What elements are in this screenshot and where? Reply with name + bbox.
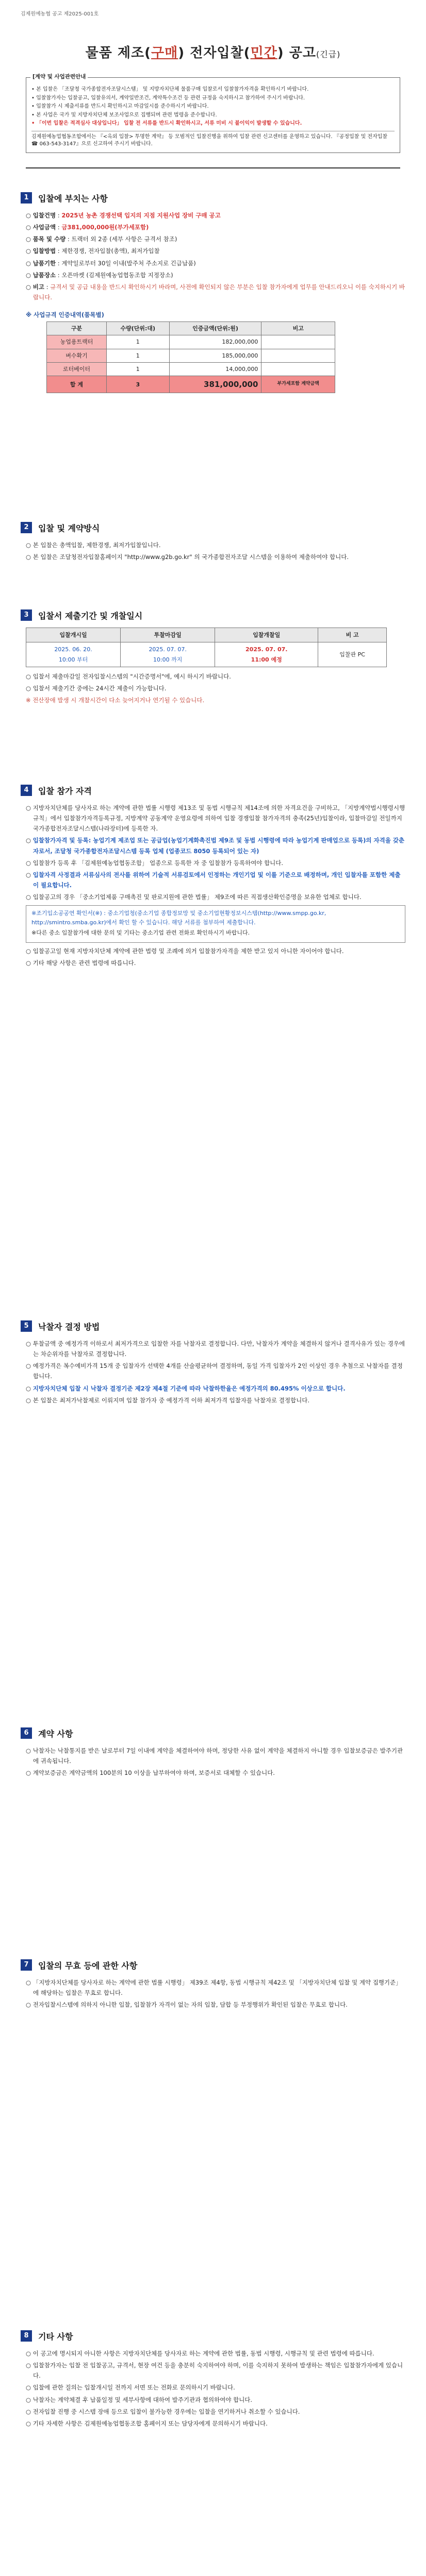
table-header: 비 고	[318, 628, 387, 642]
item-value: 오픈마켓 (김제원예농업협동조합 지정장소)	[61, 271, 173, 279]
schedule-table	[26, 628, 387, 667]
title-prefix: 물품 제조	[85, 45, 145, 61]
item-value: 2025년 농촌 경쟁선택 입지의 지점 지원사업 장비 구매 공고	[61, 212, 221, 219]
notice-line: • 입찰참가 시 제출서류를 반드시 확인하시고 마감일시를 준수하시기 바랍니다.	[31, 104, 209, 109]
link-box-line: ※다른 중소 입찰참가에 대한 문의 및 기타는 중소기업 관련 전화로 확인하시기 바랍니다.	[31, 929, 250, 937]
item-label: 입찰건명	[32, 212, 56, 219]
section-number: 1	[21, 192, 32, 204]
section-paragraph: 이 공고에 명시되지 아니한 사항은 지방자치단체를 당사자로 하는 계약에 관한 법률, 동법 시행령, 시행규칙 및 관련 법령에 따릅니다.	[32, 2350, 374, 2357]
page-title: 물품 제조(구매) 전자입찰(민간) 공고(긴급)	[85, 45, 341, 61]
item-value: 규격서 및 공급 내용을 반드시 확인하시기 바라며, 사전에 확인되지 않은 부분은 입찰 참가자에게 업무를 안내드리오니 이를 숙지하시기 바랍니다.	[33, 283, 405, 301]
section-paragraph: 투찰금액 중 예정가격 이하로서 최저가격으로 입찰한 자를 낙찰자로 결정합니다. 다만, 낙찰자가 계약을 체결하지 않거나 결격사유가 있는 경우에는 차순위자를 낙찰자로 결정합니다.	[32, 1340, 405, 1358]
notice-emphasis: • 「이번 입찰은 적격심사 대상입니다」 입찰 전 서류를 반드시 확인하시고, 서류 미비 시 불이익이 발생할 수 있습니다.	[31, 121, 302, 126]
section-title: 입찰에 부치는 사항	[38, 193, 108, 204]
section-item: 본 입찰은 조달청전자입찰홈페이지 "http://www.g2b.go.kr" 의 국가종합전자조달 시스템을 이용하여 제출하여야 합니다.	[32, 553, 349, 561]
table-header: 입찰개시일	[26, 628, 121, 642]
notice-line: • 본 입찰은 「조달청 국가종합전자조달시스템」 및 지방자치단체 물품구매 입찰로서 입찰참가자격을 확인하시기 바랍니다.	[31, 87, 309, 92]
section-note: 입찰서 제출기간 중에는 24시간 제출이 가능합니다.	[32, 684, 167, 692]
section-4: 4 입찰 참가 자격 ○ 지방자치단체를 당사자로 하는 계약에 관한 법률 시행령 제13조 및 동법 시행규칙 제14조에 의한 자격요건을 구비하고, 「지방계약법시행령시행규칙」에서 입찰참가자격등록규정, 지방계약 공동계약 운영요령에 의하여 입찰 경쟁입찰 참가자격의 충족(25년)입찰이라, 입찰마감일 전일까지 국가종합전자조달시스템(나라장터)에 등록한 자. ○ 입찰참가자격 및 등록: 농업기계 제조업 또는 공급업(농업기계화촉진법 제9조 및 동법 시행령에 따라 농업기계 판매업으로 등록)의 자격을 갖춘 자로서, 조달청 국가종합전자조달시스템 등록 업체 (업종코드 8050 등록되어 있는 자) ○ 입찰참가 등록 후 「김제원예농업협동조합」 업종으로 등록한 자 중 입찰참가 등록하여야 합니다. ○ 입찰자격 사정결과 서류심사의 전사를 위하여 기술적 서류검토에서 인정하는 개인기업 및 이를 기준으로 배정하며, 개인 입찰자를 포함한 제출이 필요합니다. ○ 입찰공고의 경우 「중소기업제품 구매촉진 및 판로지원에 관한 법률」 제9조에 따른 직접생산확인증명을 보유한 업체로 합니다. ※조기입소공공연 확인서(※) : 중소기업청(중소기업 종합정보망 및 중소기업현황정보시스템(http://www.smpp.go.kr, http://smintro.smba.go.kr)에서 확인 할 수 있습니다. 해당 서류를 첨부하여 제출합니다. ※다른 중소 입찰참가에 대한 문의 및 기타는 중소기업 관련 전화로 확인하시기 바랍니다. ○ 입찰공고일 현재 지방자치단체 계약에 관한 법령 및 조례에 의거 입찰참가자격을 제한 받고 있지 아니한 자이어야 합니다. ○ 기타 해당 사항은 관련 법령에 따릅니다.	[21, 783, 405, 970]
row-amount: 182,000,000	[169, 335, 261, 349]
table-row	[47, 335, 335, 349]
table-row	[26, 642, 387, 667]
total-note: 부가세포함 계약금액	[261, 376, 335, 393]
section-number: 2	[21, 522, 32, 533]
item-label: 품목 및 수량	[32, 235, 66, 243]
row-name: 로터베이터	[47, 362, 107, 376]
section-number: 7	[21, 1959, 32, 1971]
schedule-start: 2025. 06. 20. 10:00 부터	[26, 642, 121, 667]
item-label: 납품기한	[32, 259, 56, 267]
item-label: 비고	[32, 283, 44, 291]
divider	[26, 167, 400, 168]
section-paragraph: 입찰참가 등록 후 「김제원예농업협동조합」 업종으로 등록한 자 중 입찰참가 등록하여야 합니다.	[32, 859, 284, 867]
title-middle: 전자입찰	[190, 45, 244, 61]
table-header: 입찰개찰일	[215, 628, 318, 642]
section-note: 입찰서 제출마감일 전자입찰시스템의 "시간증명서"에, 예시 하시기 바랍니다.	[32, 672, 231, 680]
schedule-opening: 2025. 07. 07. 11:00 예정	[215, 642, 318, 667]
link-box-line[interactable]: ※조기입소공공연 확인서(※) : 중소기업청(중소기업 종합정보망 및 중소기업현황정보시스템(http://www.smpp.go.kr, http://smintro.smba.go.kr)에서 확인 할 수 있습니다. 해당 서류를 첨부하여 제출합니다.	[31, 910, 326, 926]
section-title: 낙찰자 결정 방법	[38, 1321, 100, 1332]
section-3: 3 입찰서 제출기간 및 개찰일시 입찰개시일 투찰마감일 입찰개찰일 비 고 2025. 06. 20. 10:00 부터 2025. 07. 07. 10:00 까지 2025. 07. 07. 11:00 예정 입찰관 PC ○ 입찰서 제출마감일 전자입찰시스템의 "시간증명서"에, 예시 하시기 바랍니다. ○ 입찰서 제출기간 중에는 24시간 제출이 가능합니다. ※ 전산장애 발생 시 개찰시간이 다소 늦어지거나 연기될 수 있습니다.	[21, 608, 405, 707]
title-suffix: 공고	[289, 45, 316, 61]
section-paragraph: 입찰참가자는 입찰 전 입찰공고, 규격서, 현장 여건 등을 충분히 숙지하여야 하며, 이를 숙지하지 못하여 발생하는 책임은 입찰참가자에게 있습니다.	[32, 2362, 403, 2380]
row-note	[261, 362, 335, 376]
section-8: 8 기타 사항 ○ 이 공고에 명시되지 아니한 사항은 지방자치단체를 당사자로 하는 계약에 관한 법률, 동법 시행령, 시행규칙 및 관련 법령에 따릅니다. ○ 입찰참가자는 입찰 전 입찰공고, 규격서, 현장 여건 등을 충분히 숙지하여야 하며, 이를 숙지하지 못하여 발생하는 책임은 입찰참가자에게 있습니다. ○ 입찰에 관한 질의는 입찰개시일 전까지 서면 또는 전화로 문의하시기 바랍니다. ○ 낙찰자는 계약체결 후 납품일정 및 세부사항에 대하여 발주기관과 협의하여야 합니다. ○ 전자입찰 진행 중 시스템 장애 등으로 입찰이 불가능한 경우에는 입찰을 연기하거나 취소할 수 있습니다. ○ 기타 자세한 사항은 김제원예농업협동조합 홈페이지 또는 담당자에게 문의하시기 바랍니다.	[21, 2329, 405, 2430]
section-title: 기타 사항	[38, 2331, 73, 2342]
link-box	[26, 905, 405, 943]
notice-line: • 입찰참가자는 입찰공고, 입찰유의서, 계약일반조건, 계약특수조건 등 관련 규정을 숙지하시고 참가하여 주시기 바랍니다.	[31, 95, 305, 101]
section-1-header	[21, 191, 405, 205]
section-paragraph: 입찰참가자격 및 등록: 농업기계 제조업 또는 공급업(농업기계화촉진법 제9조 및 동법 시행령에 따라 농업기계 판매업으로 등록)의 자격을 갖춘 자로서, 조달청 국가종합전자조달시스템 등록 업체 (업종코드 8050 등록되어 있는 자)	[32, 837, 405, 855]
total-qty: 3	[106, 376, 169, 393]
notice-line: • 본 사업은 국가 및 지방자치단체 보조사업으로 집행되며 관련 법령을 준수합니다.	[31, 112, 217, 118]
total-name: 합 계	[47, 376, 107, 393]
section-paragraph: 계약보증금은 계약금액의 100분의 10 이상을 납부하여야 하며, 보증서로 대체할 수 있습니다.	[32, 1769, 275, 1777]
amount-table	[46, 321, 335, 393]
item-value: 금381,000,000원(부가세포함)	[61, 224, 149, 231]
table-header: 인증금액(단위:원)	[169, 322, 261, 335]
row-note	[261, 349, 335, 362]
table-caption: ※ 사업규격 인증내역(품목별)	[26, 311, 104, 318]
section-number: 8	[21, 2330, 32, 2342]
section-paragraph: 낙찰자는 낙찰통지를 받은 날로부터 7일 이내에 계약을 체결하여야 하며, 정당한 사유 없이 계약을 체결하지 아니할 경우 입찰보증금은 발주기관에 귀속됩니다.	[32, 1747, 403, 1765]
row-qty: 1	[106, 349, 169, 362]
title-kind1: 구매	[151, 45, 178, 61]
notice-box	[26, 74, 400, 153]
section-paragraph: 입찰자격 사정결과 서류심사의 전사를 위하여 기술적 서류검토에서 인정하는 개인기업 및 이를 기준으로 배정하며, 개인 입찰자를 포함한 제출이 필요합니다.	[32, 871, 401, 889]
header-note: 김제원예농협 공고 제2025-001호	[21, 11, 99, 17]
section-number: 3	[21, 609, 32, 621]
section-paragraph: 지방자치단체 입찰 시 낙찰자 결정기준 제2장 제4절 기준에 따라 낙찰하한율은 예정가격의 80.495% 이상으로 합니다.	[32, 1384, 346, 1392]
schedule-note: 입찰관 PC	[318, 642, 387, 667]
section-number: 4	[21, 785, 32, 796]
section-paragraph: 입찰에 관한 질의는 입찰개시일 전까지 서면 또는 전화로 문의하시기 바랍니다.	[32, 2384, 235, 2392]
table-header: 구분	[47, 322, 107, 335]
section-paragraph: 예정가격은 복수예비가격 15개 중 입찰자가 선택한 4개를 산술평균하여 결정하며, 동일 가격 입찰자가 2인 이상인 경우 추첨으로 낙찰자를 결정합니다.	[32, 1362, 403, 1380]
section-paragraph: 입찰공고의 경우 「중소기업제품 구매촉진 및 판로지원에 관한 법률」 제9조에 따른 직접생산확인증명을 보유한 업체로 합니다.	[32, 893, 362, 901]
table-row	[47, 362, 335, 376]
title-kind2: 민간	[250, 45, 277, 61]
item-value: 제한경쟁, 전자입찰(총액), 최저가입찰	[61, 247, 160, 255]
section-5: 5 낙찰자 결정 방법 ○ 투찰금액 중 예정가격 이하로서 최저가격으로 입찰한 자를 낙찰자로 결정합니다. 다만, 낙찰자가 계약을 체결하지 않거나 결격사유가 있는 경우에는 차순위자를 낙찰자로 결정합니다. ○ 예정가격은 복수예비가격 15개 중 입찰자가 선택한 4개를 산술평균하여 결정하며, 동일 가격 입찰자가 2인 이상인 경우 추첨으로 낙찰자를 결정합니다. ○ 지방자치단체 입찰 시 낙찰자 결정기준 제2장 제4절 기준에 따라 낙찰하한율은 예정가격의 80.495% 이상으로 합니다. ○ 본 입찰은 최저가낙찰제로 이뤄지며 입찰 참가자 중 예정가격 이하 최저가격 입찰자를 낙찰자로 결정합니다.	[21, 1319, 405, 1407]
section-7: 7 입찰의 무효 등에 관한 사항 ○ 「지방자치단체를 당사자로 하는 계약에 관한 법률 시행령」 제39조 제4항, 동법 시행규칙 제42조 및 「지방자치단체 입찰 및 계약 집행기준」에 해당하는 입찰은 무효로 합니다. ○ 전자입찰시스템에 의하지 아니한 입찰, 입찰참가 자격이 없는 자의 입찰, 담합 등 부정행위가 확인된 입찰은 무효로 합니다.	[21, 1958, 405, 2011]
section-1: 1 입찰에 부치는 사항 ○ 입찰건명 : 2025년 농촌 경쟁선택 입지의 지점 지원사업 장비 구매 공고 ○ 사업금액 : 금381,000,000원(부가세포함) ○ 품목 및 수량 : 트랙터 외 2종 (세부 사항은 규격서 참조) ○ 입찰방법 : 제한경쟁, 전자입찰(총액), 최저가입찰 ○ 납품기한 : 계약일로부터 30일 이내(발주처 주소지로 긴급납품) ○ 납품장소 : 오픈마켓 (김제원예농업협동조합 지정장소) ○ 비고 : 규격서 및 공급 내용을 반드시 확인하시기 바라며, 사전에 확인되지 않은 부분은 입찰 참가자에게 업무를 안내드리오니 이를 숙지하시기 바랍니다. ※ 사업규격 인증내역(품목별) 구분 수량(단위:대) 인증금액(단위:원) 비고 농업용트랙터 1 182,000,000 벼수확기 1 185,000,000 로터베이터 1 14,000,000 합 계 3 381,000,000 부가세포함 계약금액	[21, 191, 405, 393]
table-header: 투찰마감일	[121, 628, 215, 642]
section-note: ※ 전산장애 발생 시 개찰시간이 다소 늦어지거나 연기될 수 있습니다.	[26, 697, 205, 704]
item-label: 사업금액	[32, 224, 56, 231]
notice-caption: [계약 및 사업관련안내	[30, 73, 88, 81]
section-paragraph: 기타 해당 사항은 관련 법령에 따릅니다.	[32, 959, 136, 967]
row-amount: 14,000,000	[169, 362, 261, 376]
section-title: 계약 사항	[38, 1728, 73, 1739]
row-name: 농업용트랙터	[47, 335, 107, 349]
total-amount: 381,000,000	[169, 376, 261, 393]
title-tag: (긴급)	[316, 49, 341, 59]
item-label: 입찰방법	[32, 247, 56, 255]
item-value: 트랙터 외 2종 (세부 사항은 규격서 참조)	[71, 235, 177, 243]
section-paragraph: 입찰공고일 현재 지방자치단체 계약에 관한 법령 및 조례에 의거 입찰참가자격을 제한 받고 있지 아니한 자이어야 합니다.	[32, 947, 344, 955]
section-number: 6	[21, 1727, 32, 1739]
section-paragraph: 기타 자세한 사항은 김제원예농업협동조합 홈페이지 또는 담당자에게 문의하시기 바랍니다.	[32, 2419, 268, 2427]
section-paragraph: 본 입찰은 최저가낙찰제로 이뤄지며 입찰 참가자 중 예정가격 이하 최저가격 입찰자를 낙찰자로 결정합니다.	[32, 1396, 310, 1404]
section-2: 2 입찰 및 계약방식 ○ 본 입찰은 총액입찰, 제한경쟁, 최저가입찰입니다. ○ 본 입찰은 조달청전자입찰홈페이지 "http://www.g2b.go.kr" 의 국가종합전자조달 시스템을 이용하여 제출하여야 합니다.	[21, 520, 405, 564]
row-amount: 185,000,000	[169, 349, 261, 362]
section-title: 입찰 및 계약방식	[38, 523, 100, 533]
section-item: 본 입찰은 총액입찰, 제한경쟁, 최저가입찰입니다.	[32, 541, 161, 549]
section-paragraph: 전자입찰 진행 중 시스템 장애 등으로 입찰이 불가능한 경우에는 입찰을 연기하거나 취소할 수 있습니다.	[32, 2408, 300, 2415]
item-label: 납품장소	[32, 271, 56, 279]
section-title: 입찰 참가 자격	[38, 786, 92, 796]
section-number: 5	[21, 1320, 32, 1332]
section-paragraph: 지방자치단체를 당사자로 하는 계약에 관한 법률 시행령 제13조 및 동법 시행규칙 제14조에 의한 자격요건을 구비하고, 「지방계약법시행령시행규칙」에서 입찰참가자격등록규정, 지방계약 공동계약 운영요령에 의하여 입찰 경쟁입찰 참가자격의 충족(25년)입찰이라, 입찰마감일 전일까지 국가종합전자조달시스템(나라장터)에 등록한 자.	[32, 804, 405, 833]
table-row	[47, 349, 335, 362]
table-total-row	[47, 376, 335, 393]
item-value: 계약일로부터 30일 이내(발주처 주소지로 긴급납품)	[61, 259, 196, 267]
section-6: 6 계약 사항 ○ 낙찰자는 낙찰통지를 받은 날로부터 7일 이내에 계약을 체결하여야 하며, 정당한 사유 없이 계약을 체결하지 아니할 경우 입찰보증금은 발주기관에 귀속됩니다. ○ 계약보증금은 계약금액의 100분의 10 이상을 납부하여야 하며, 보증서로 대체할 수 있습니다.	[21, 1726, 405, 1780]
row-qty: 1	[106, 362, 169, 376]
row-qty: 1	[106, 335, 169, 349]
row-note	[261, 335, 335, 349]
table-header: 비고	[261, 322, 335, 335]
section-title: 입찰서 제출기간 및 개찰일시	[38, 611, 143, 621]
section-title: 입찰의 무효 등에 관한 사항	[38, 1960, 138, 1971]
section-paragraph: 「지방자치단체를 당사자로 하는 계약에 관한 법률 시행령」 제39조 제4항, 동법 시행규칙 제42조 및 「지방자치단체 입찰 및 계약 집행기준」에 해당하는 입찰은 무효로 합니다.	[32, 1979, 402, 1997]
table-header: 수량(단위:대)	[106, 322, 169, 335]
schedule-deadline: 2025. 07. 07. 10:00 까지	[121, 642, 215, 667]
row-name: 벼수확기	[47, 349, 107, 362]
section-paragraph: 전자입찰시스템에 의하지 아니한 입찰, 입찰참가 자격이 없는 자의 입찰, 담합 등 부정행위가 확인된 입찰은 무효로 합니다.	[32, 2001, 348, 2009]
section-paragraph: 낙찰자는 계약체결 후 납품일정 및 세부사항에 대하여 발주기관과 협의하여야 합니다.	[32, 2396, 253, 2403]
notice-footer: 김제원예농업협동조합에서는 『<옥외 입찰> 투명한 계약』 등 모범적인 입찰진행을 위하여 입찰 관련 신고센터를 운영하고 있습니다. 『공정입찰 및 전자입찰 ☎ 063-543-3147』으로 신고하여 주시기 바랍니다.	[31, 131, 395, 148]
